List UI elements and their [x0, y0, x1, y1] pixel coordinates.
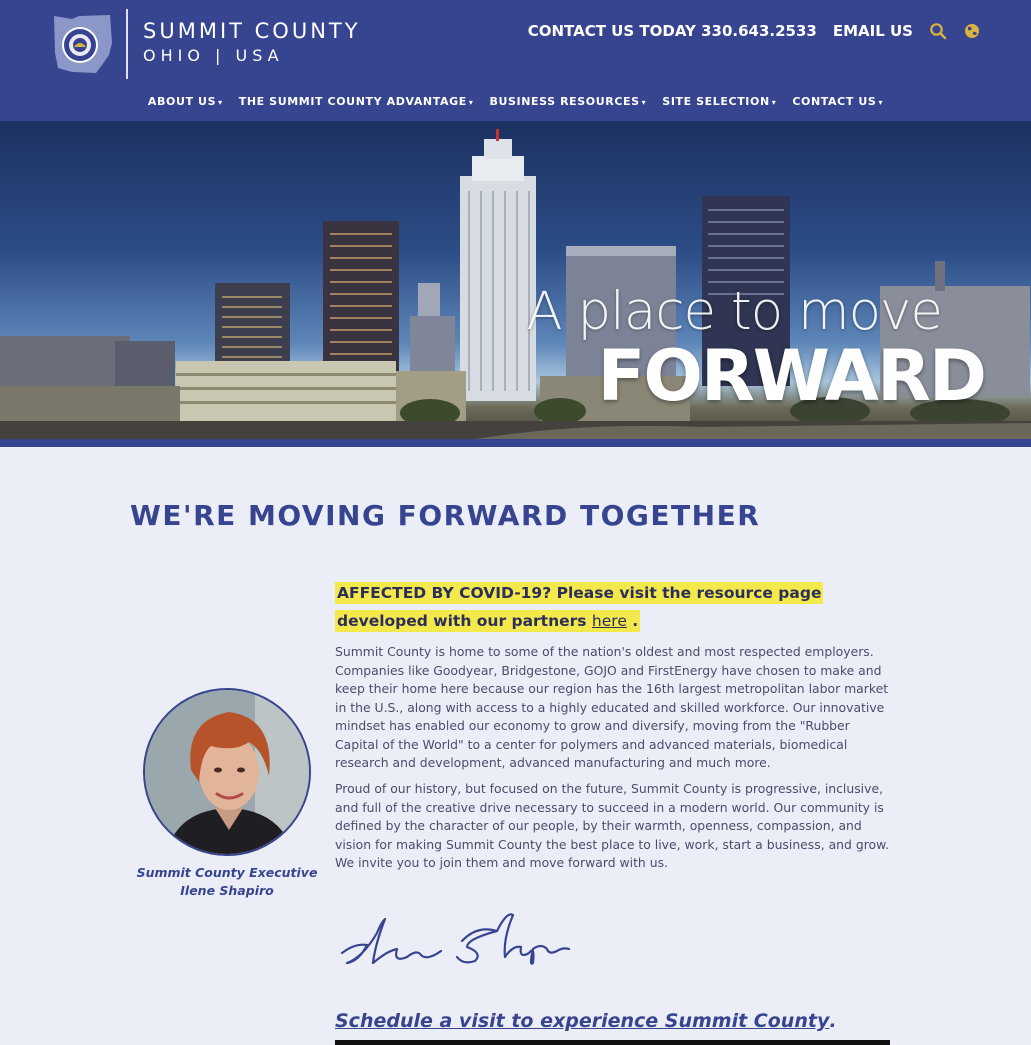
nav-summit-county-advantage[interactable]: THE SUMMIT COUNTY ADVANTAGE ▾ [238, 95, 474, 108]
chevron-down-icon: ▾ [641, 98, 647, 107]
covid-resource-link[interactable]: here [591, 612, 627, 630]
schedule-visit-link[interactable]: Schedule a visit to experience Summit County. [335, 1010, 837, 1032]
schedule-dot: . [829, 1010, 837, 1032]
covid-end: . [632, 612, 639, 630]
globe-icon[interactable] [963, 22, 981, 40]
portrait-caption [120, 864, 334, 900]
covid-highlight [335, 582, 823, 632]
executive-signature [337, 905, 577, 971]
hero-banner [0, 121, 1031, 447]
site-title[interactable]: SUMMIT COUNTY [143, 19, 361, 43]
chevron-down-icon: ▾ [468, 98, 474, 107]
contact-phone-link[interactable]: CONTACT US TODAY 330.643.2533 [527, 22, 817, 40]
nav-business-resources[interactable]: BUSINESS RESOURCES ▾ [489, 95, 647, 108]
site-subtitle: OHIO | USA [143, 46, 284, 65]
nav-site-selection[interactable]: SITE SELECTION ▾ [662, 95, 777, 108]
video-embed[interactable] [335, 1040, 890, 1045]
nav-contact-us[interactable]: CONTACT US ▾ [792, 95, 884, 108]
caption-name: Ilene Shapiro [180, 883, 274, 898]
nav-about-us[interactable]: ABOUT US ▾ [147, 95, 223, 108]
executive-portrait [143, 688, 311, 856]
hero-bottom-stripe [0, 439, 1031, 447]
hero-tagline-line1: A place to move [526, 281, 942, 342]
caption-title: Summit County Executive [136, 865, 318, 880]
covid-notice [335, 579, 895, 635]
hero-tagline-line2: FORWARD [597, 335, 985, 417]
intro-paragraph-2: Proud of our history, but focused on the future, Summit County is progressive, inclusive, and full of the creative drive necessary to succeed in a modern world. Our community is defined by the character of our people, by their warmth, openness, compassion, and vision for making Summit County the best place to live, work, start a business, and grow. We invite you to join them and move forward with us. [335, 781, 890, 870]
top-links [528, 22, 981, 40]
site-header [0, 0, 1031, 121]
chevron-down-icon: ▾ [218, 98, 223, 107]
page-title: WE'RE MOVING FORWARD TOGETHER [130, 499, 761, 532]
covid-text: AFFECTED BY COVID-19? Please visit the resource page developed with our partners [337, 584, 822, 630]
email-us-link[interactable]: EMAIL US [832, 22, 913, 40]
portrait-image [145, 690, 311, 856]
intro-paragraph-1: Summit County is home to some of the nation's oldest and most respected employers. Companies like Goodyear, Bridgestone, GOJO and FirstEnergy have chosen to make and keep their home here because our region has the 16th largest metropolitan labor market in the U.S., along with access to a highly educated and skilled workforce. Our innovative mindset has enabled our economy to grow and diversify, moving from the "Rubber Capital of the World" to a center for polymers and advanced materials, biomedical research and development, advanced manufacturing and much more. [335, 644, 889, 770]
ohio-seal-logo-icon[interactable] [52, 13, 114, 75]
search-icon[interactable] [929, 22, 947, 40]
chevron-down-icon: ▾ [771, 98, 777, 107]
logo-divider [126, 9, 128, 79]
chevron-down-icon: ▾ [878, 98, 884, 107]
main-nav [0, 95, 1031, 108]
